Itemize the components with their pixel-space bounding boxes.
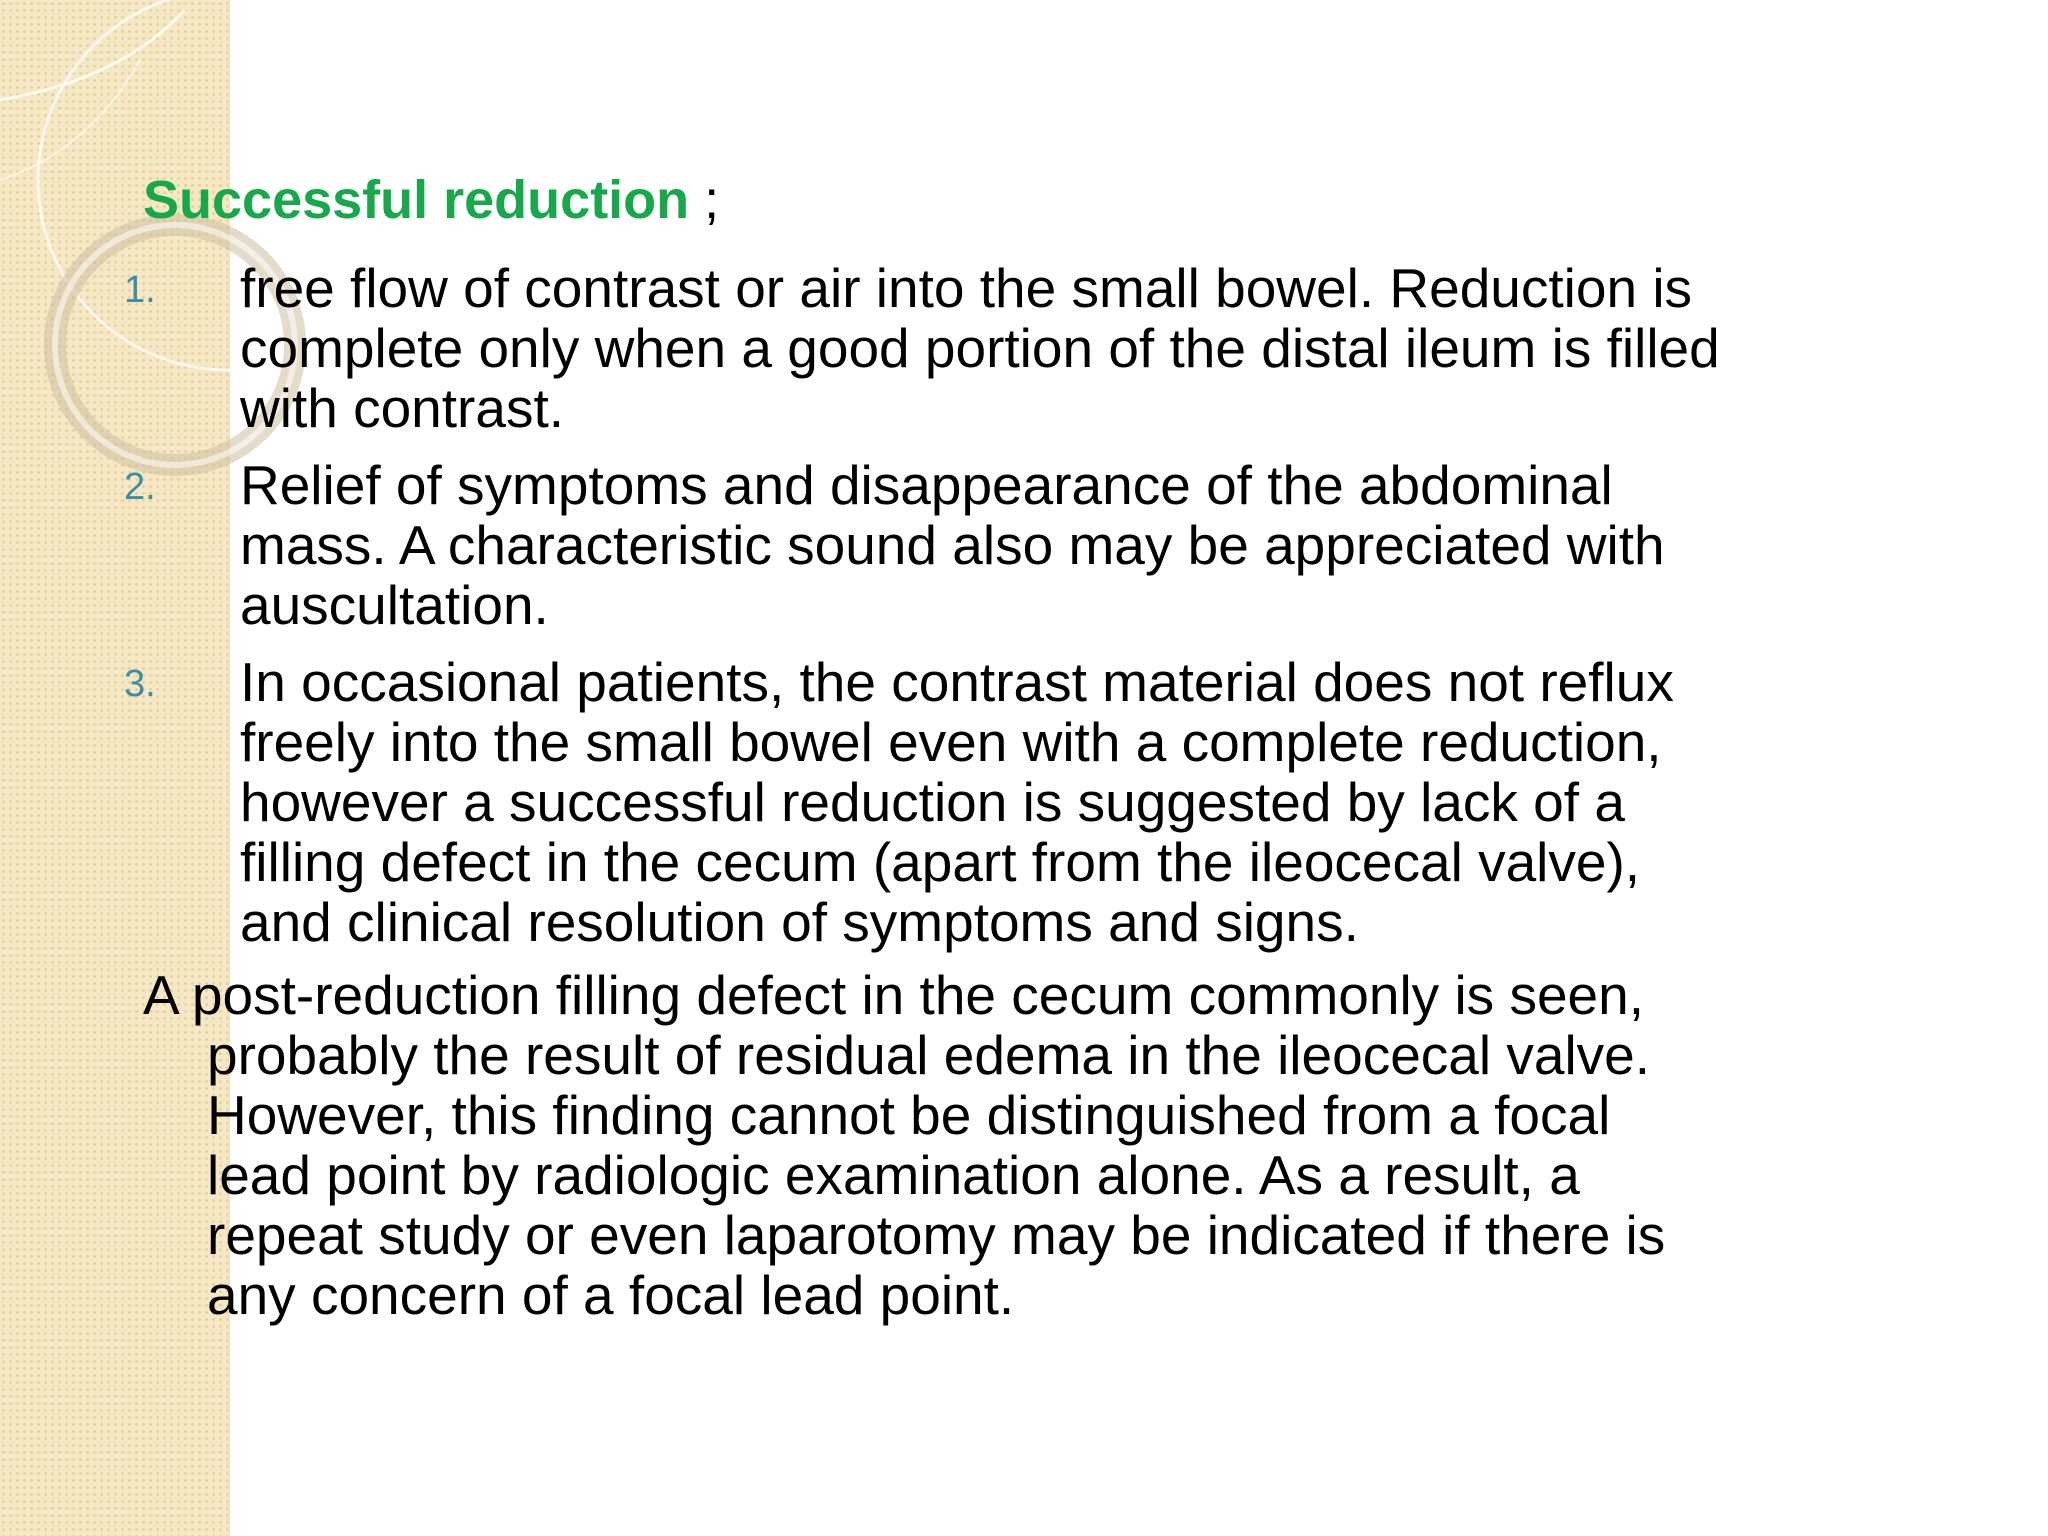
- closing-paragraph: [143, 965, 1943, 1325]
- heading-title: Successful reduction: [143, 170, 690, 230]
- text-line: In occasional patients, the contrast material does not reflux: [240, 651, 1674, 713]
- text-line: lead point by radiologic examination alone. As a result, a: [207, 1144, 1580, 1206]
- text-line: freely into the small bowel even with a complete reduction,: [240, 711, 1662, 773]
- text-line: complete only when a good portion of the distal ileum is filled: [240, 317, 1720, 379]
- text-line: probably the result of residual edema in the ileocecal valve.: [207, 1024, 1651, 1086]
- slide-heading: [143, 170, 719, 230]
- text-line: however a successful reduction is suggested by lack of a: [240, 771, 1625, 833]
- text-line: any concern of a focal lead point.: [207, 1264, 1015, 1326]
- list-item-text: [240, 258, 1940, 438]
- text-line: Relief of symptoms and disappearance of the abdominal: [240, 454, 1613, 516]
- text-line: and clinical resolution of symptoms and signs.: [240, 891, 1359, 953]
- list-number: 1.: [124, 269, 156, 311]
- list-number: 2.: [124, 466, 156, 508]
- text-line: repeat study or even laparotomy may be indicated if there is: [207, 1204, 1666, 1266]
- list-number: 3.: [124, 663, 156, 705]
- text-line: free flow of contrast or air into the small bowel. Reduction is: [240, 257, 1693, 319]
- text-line: with contrast.: [240, 377, 565, 439]
- list-item-text: [240, 455, 1940, 635]
- text-line: filling defect in the cecum (apart from the ileocecal valve),: [240, 831, 1641, 893]
- list-item-text: [240, 652, 1940, 952]
- text-line: A post-reduction filling defect in the cecum commonly is seen,: [143, 964, 1645, 1026]
- text-line: However, this finding cannot be distinguished from a focal: [207, 1084, 1611, 1146]
- text-line: mass. A characteristic sound also may be appreciated with: [240, 514, 1665, 576]
- text-line: auscultation.: [240, 574, 549, 636]
- heading-suffix: ;: [689, 170, 720, 230]
